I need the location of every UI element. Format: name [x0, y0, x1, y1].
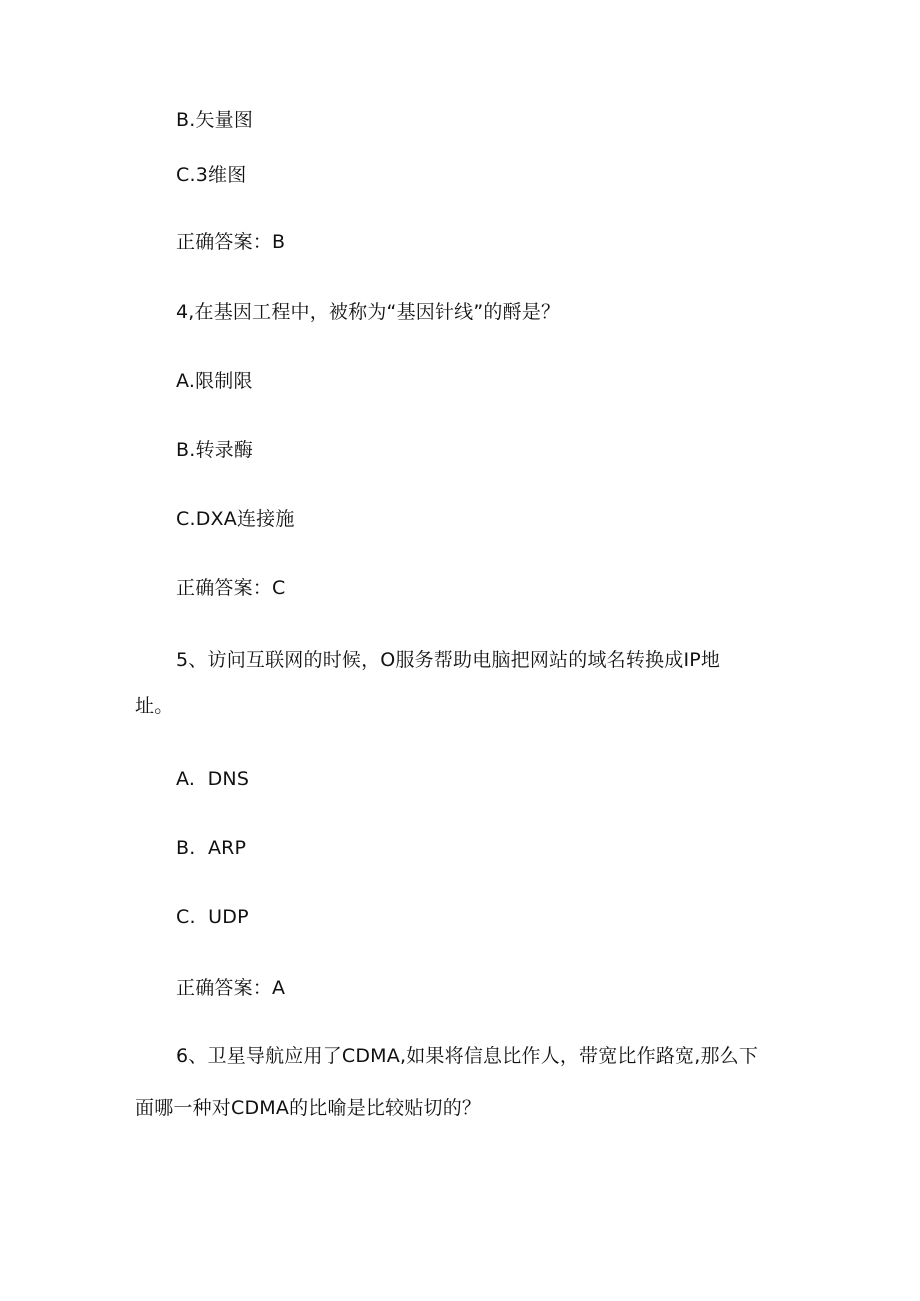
q3-option-b: B.矢量图: [176, 109, 254, 131]
q6-question-line1: 6、卫星导航应用了CDMA,如果将信息比作人，带宽比作路宽,那么下: [176, 1045, 759, 1067]
q5-answer: 正确答案：A: [176, 977, 286, 999]
q4-answer: 正确答案：C: [176, 577, 286, 599]
q6-question-line2: 面哪一种对CDMA的比喻是比较贴切的？: [135, 1097, 482, 1119]
q4-option-b: B.转录酶: [176, 439, 254, 461]
q5-question-line2: 址。: [135, 695, 174, 717]
q5-option-b: B. ARP: [176, 837, 247, 859]
q3-option-c: C.3维图: [176, 164, 247, 186]
q5-question-line1: 5、访问互联网的时候，O服务帮助电脑把网站的域名转换成IP地: [176, 649, 721, 671]
q5-option-c: C. UDP: [176, 906, 249, 928]
q4-option-c: C.DXA连接施: [176, 508, 295, 530]
q5-option-a: A. DNS: [176, 768, 250, 790]
q4-option-a: A.限制限: [176, 370, 253, 392]
q3-answer: 正确答案：B: [176, 231, 286, 253]
q4-question: 4,在基因工程中，被称为“基因针线”的酹是？: [176, 301, 561, 323]
